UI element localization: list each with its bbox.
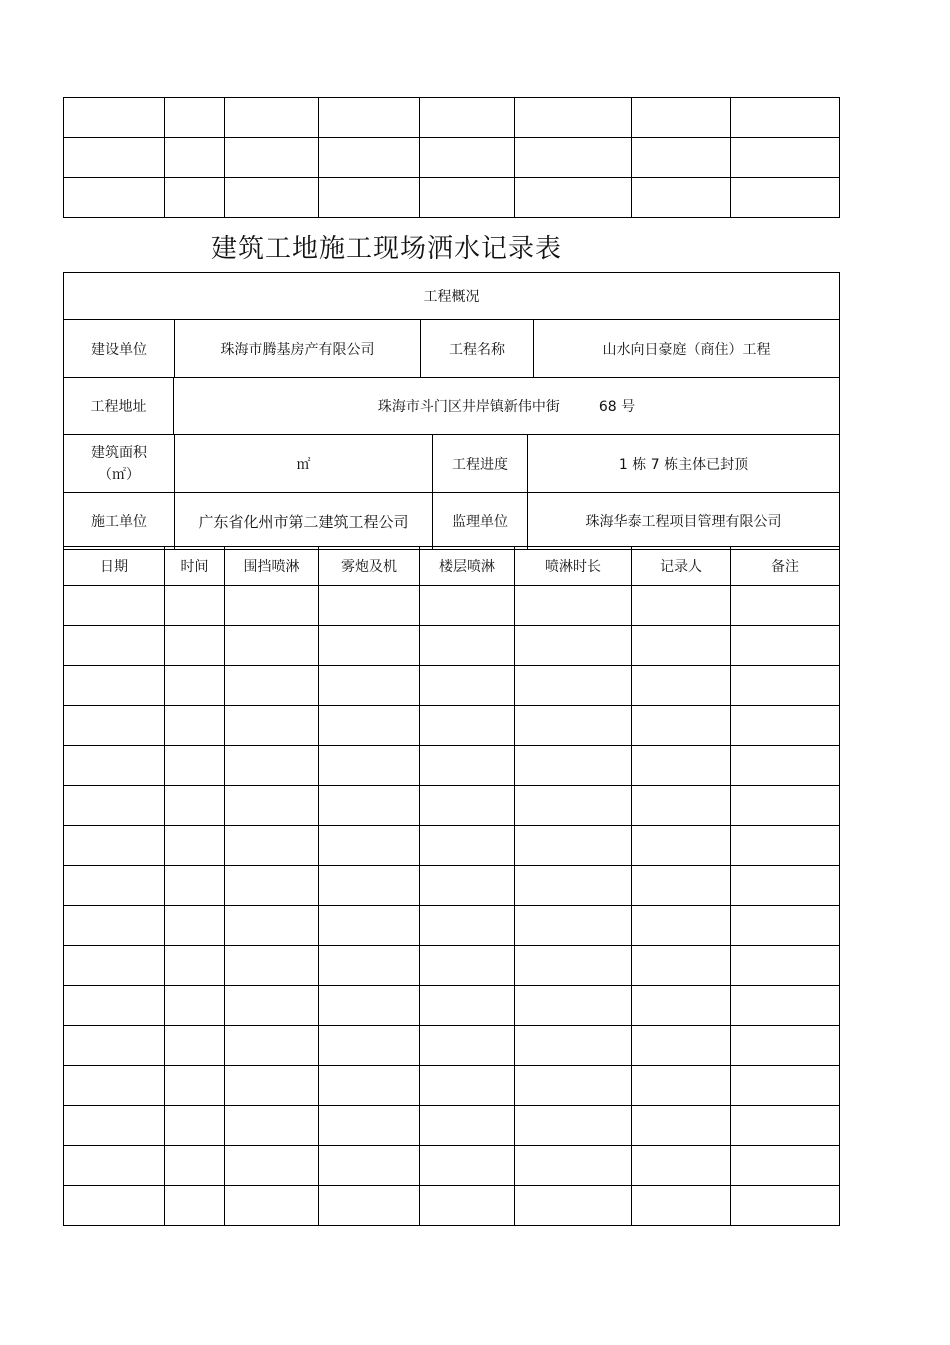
- table-cell: [64, 666, 165, 706]
- log-row: [64, 866, 840, 906]
- address-cell: [174, 378, 840, 435]
- table-cell: [225, 706, 319, 746]
- overview-heading: 工程概况: [64, 273, 840, 320]
- table-cell: [731, 866, 840, 906]
- supervisor-value: 珠海华泰工程项目管理有限公司: [527, 493, 839, 549]
- address-number: 68 号: [598, 399, 636, 415]
- table-cell: [319, 98, 420, 138]
- table-cell: [319, 1146, 420, 1186]
- table-cell: [731, 586, 840, 626]
- area-label-line2: （㎡）: [98, 466, 140, 483]
- table-cell: [632, 586, 731, 626]
- column-header: 记录人: [632, 547, 731, 586]
- table-cell: [319, 666, 420, 706]
- table-cell: [319, 178, 420, 218]
- table-cell: [64, 986, 165, 1026]
- table-cell: [420, 866, 515, 906]
- table-cell: [64, 626, 165, 666]
- table-cell: [420, 706, 515, 746]
- top-grid-row: [64, 138, 840, 178]
- top-grid-row: [64, 178, 840, 218]
- address-label: 工程地址: [64, 378, 174, 435]
- table-cell: [165, 1106, 225, 1146]
- table-cell: [64, 906, 165, 946]
- table-cell: [165, 986, 225, 1026]
- table-cell: [731, 986, 840, 1026]
- table-cell: [165, 906, 225, 946]
- column-header: 日期: [64, 547, 165, 586]
- column-header: 时间: [165, 547, 225, 586]
- table-cell: [64, 1026, 165, 1066]
- table-cell: [165, 786, 225, 826]
- table-cell: [64, 1066, 165, 1106]
- table-cell: [64, 786, 165, 826]
- contractor-value: 广东省化州市第二建筑工程公司: [174, 493, 432, 549]
- table-cell: [165, 1026, 225, 1066]
- table-cell: [64, 826, 165, 866]
- table-cell: [731, 666, 840, 706]
- table-cell: [515, 1026, 632, 1066]
- log-row: [64, 586, 840, 626]
- log-row: [64, 626, 840, 666]
- table-cell: [632, 1106, 731, 1146]
- table-cell: [319, 586, 420, 626]
- table-cell: [731, 1106, 840, 1146]
- table-cell: [64, 866, 165, 906]
- table-cell: [632, 826, 731, 866]
- table-cell: [420, 138, 515, 178]
- project-name-label: 工程名称: [420, 320, 533, 377]
- table-cell: [225, 98, 319, 138]
- table-cell: [225, 138, 319, 178]
- table-cell: [731, 626, 840, 666]
- log-row: [64, 786, 840, 826]
- top-empty-grid: [63, 97, 840, 218]
- table-cell: [731, 1146, 840, 1186]
- table-cell: [515, 706, 632, 746]
- table-cell: [165, 626, 225, 666]
- table-cell: [165, 1186, 225, 1226]
- table-cell: [225, 1066, 319, 1106]
- table-cell: [319, 946, 420, 986]
- table-cell: [64, 706, 165, 746]
- table-cell: [420, 98, 515, 138]
- table-cell: [420, 1146, 515, 1186]
- table-cell: [319, 1066, 420, 1106]
- project-overview-table: [63, 272, 840, 550]
- progress-value: 1 栋 7 栋主体已封顶: [527, 435, 839, 492]
- column-header: 备注: [731, 547, 840, 586]
- table-cell: [165, 706, 225, 746]
- column-header: 喷淋时长: [515, 547, 632, 586]
- table-cell: [420, 1186, 515, 1226]
- area-label-line1: 建筑面积: [91, 444, 147, 461]
- table-cell: [632, 866, 731, 906]
- table-cell: [632, 1186, 731, 1226]
- table-cell: [225, 786, 319, 826]
- table-cell: [319, 826, 420, 866]
- table-cell: [64, 98, 165, 138]
- table-cell: [64, 1186, 165, 1226]
- log-row: [64, 986, 840, 1026]
- area-label: [64, 435, 174, 492]
- table-cell: [515, 1106, 632, 1146]
- table-cell: [165, 98, 225, 138]
- builder-value: 珠海市腾基房产有限公司: [174, 320, 420, 377]
- table-cell: [632, 746, 731, 786]
- table-cell: [64, 586, 165, 626]
- log-row: [64, 1106, 840, 1146]
- table-cell: [165, 1066, 225, 1106]
- table-cell: [225, 178, 319, 218]
- table-cell: [632, 178, 731, 218]
- table-cell: [515, 986, 632, 1026]
- table-cell: [515, 666, 632, 706]
- table-cell: [632, 666, 731, 706]
- log-row: [64, 666, 840, 706]
- table-cell: [319, 706, 420, 746]
- table-cell: [64, 746, 165, 786]
- table-cell: [319, 1106, 420, 1146]
- table-cell: [731, 138, 840, 178]
- table-cell: [731, 1066, 840, 1106]
- table-cell: [515, 906, 632, 946]
- table-cell: [420, 626, 515, 666]
- table-cell: [731, 906, 840, 946]
- sprinkling-log-table: [63, 546, 840, 1226]
- table-cell: [420, 1026, 515, 1066]
- table-cell: [632, 98, 731, 138]
- table-cell: [731, 1186, 840, 1226]
- table-cell: [515, 178, 632, 218]
- table-cell: [319, 626, 420, 666]
- table-cell: [319, 746, 420, 786]
- table-cell: [225, 866, 319, 906]
- table-cell: [225, 986, 319, 1026]
- column-header: 雾炮及机: [319, 547, 420, 586]
- table-cell: [632, 706, 731, 746]
- table-cell: [515, 586, 632, 626]
- table-cell: [632, 626, 731, 666]
- table-cell: [165, 1146, 225, 1186]
- table-cell: [225, 1026, 319, 1066]
- table-cell: [632, 1146, 731, 1186]
- table-cell: [319, 1186, 420, 1226]
- log-row: [64, 1146, 840, 1186]
- table-cell: [225, 626, 319, 666]
- table-cell: [64, 1146, 165, 1186]
- table-cell: [225, 1106, 319, 1146]
- log-row: [64, 826, 840, 866]
- table-cell: [731, 746, 840, 786]
- table-cell: [165, 138, 225, 178]
- supervisor-label: 监理单位: [432, 493, 527, 549]
- table-cell: [420, 986, 515, 1026]
- log-row: [64, 906, 840, 946]
- table-cell: [731, 178, 840, 218]
- table-cell: [632, 906, 731, 946]
- column-header: 围挡喷淋: [225, 547, 319, 586]
- builder-label: 建设单位: [91, 341, 147, 358]
- table-cell: [225, 666, 319, 706]
- project-name-value: 山水向日豪庭（商住）工程: [533, 320, 839, 377]
- table-cell: [165, 666, 225, 706]
- table-cell: [319, 906, 420, 946]
- table-cell: [420, 826, 515, 866]
- table-cell: [515, 1146, 632, 1186]
- address-value: 珠海市斗门区井岸镇新伟中街: [377, 399, 560, 415]
- log-row: [64, 946, 840, 986]
- table-cell: [420, 178, 515, 218]
- table-cell: [515, 946, 632, 986]
- table-cell: [319, 138, 420, 178]
- table-cell: [165, 178, 225, 218]
- table-cell: [515, 138, 632, 178]
- log-row: [64, 1066, 840, 1106]
- table-cell: [64, 946, 165, 986]
- contractor-label: 施工单位: [91, 514, 147, 530]
- table-cell: [165, 826, 225, 866]
- area-value: ㎡: [174, 435, 432, 492]
- table-cell: [420, 746, 515, 786]
- table-cell: [319, 1026, 420, 1066]
- table-cell: [420, 666, 515, 706]
- log-header-row: [64, 547, 840, 586]
- table-cell: [64, 1106, 165, 1146]
- table-cell: [731, 1026, 840, 1066]
- log-row: [64, 706, 840, 746]
- table-cell: [515, 98, 632, 138]
- table-cell: [225, 586, 319, 626]
- table-cell: [165, 746, 225, 786]
- progress-label: 工程进度: [432, 435, 527, 492]
- table-cell: [515, 866, 632, 906]
- table-cell: [64, 178, 165, 218]
- table-cell: [632, 1066, 731, 1106]
- table-cell: [165, 586, 225, 626]
- table-cell: [515, 746, 632, 786]
- table-cell: [420, 1106, 515, 1146]
- table-cell: [632, 946, 731, 986]
- table-cell: [731, 706, 840, 746]
- table-cell: [731, 98, 840, 138]
- table-cell: [319, 986, 420, 1026]
- table-cell: [420, 906, 515, 946]
- table-cell: [731, 946, 840, 986]
- top-grid-row: [64, 98, 840, 138]
- table-cell: [225, 1186, 319, 1226]
- column-header: 楼层喷淋: [420, 547, 515, 586]
- log-row: [64, 746, 840, 786]
- table-cell: [515, 626, 632, 666]
- table-cell: [515, 1066, 632, 1106]
- table-cell: [632, 138, 731, 178]
- table-cell: [319, 786, 420, 826]
- table-cell: [515, 786, 632, 826]
- log-row: [64, 1026, 840, 1066]
- table-cell: [64, 138, 165, 178]
- table-cell: [225, 946, 319, 986]
- table-cell: [420, 586, 515, 626]
- table-cell: [225, 746, 319, 786]
- table-cell: [515, 1186, 632, 1226]
- table-cell: [420, 1066, 515, 1106]
- log-row: [64, 1186, 840, 1226]
- table-cell: [731, 826, 840, 866]
- table-cell: [165, 946, 225, 986]
- table-cell: [632, 786, 731, 826]
- table-cell: [165, 866, 225, 906]
- table-cell: [319, 866, 420, 906]
- table-cell: [515, 826, 632, 866]
- table-cell: [225, 1146, 319, 1186]
- table-cell: [420, 946, 515, 986]
- table-cell: [225, 906, 319, 946]
- table-cell: [420, 786, 515, 826]
- page-title: 建筑工地施工现场洒水记录表: [211, 234, 563, 264]
- table-cell: [225, 826, 319, 866]
- table-cell: [731, 786, 840, 826]
- table-cell: [632, 1026, 731, 1066]
- table-cell: [632, 986, 731, 1026]
